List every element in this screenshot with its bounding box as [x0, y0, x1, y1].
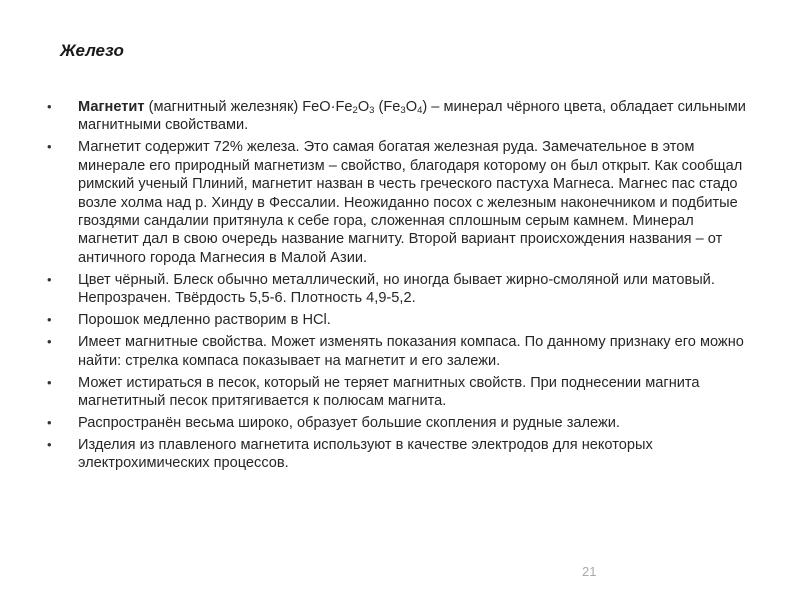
slide-title: Железо: [60, 41, 124, 60]
bullet-list: [78, 98, 758, 476]
formula-subscript: 3: [369, 105, 375, 116]
bullet-item: • Может истираться в песок, который не теряет магнитных свойств. При поднесении магнита магнетитный песок притягивается к полюсам магнита.: [78, 374, 758, 411]
bullet-item: • Изделия из плавленого магнетита используют в качестве электродов для некоторых электрохимических процессов.: [78, 436, 758, 473]
bullet-item: • Распространён весьма широко, образует большие скопления и рудные залежи.: [78, 414, 758, 432]
bullet-item: • Порошок медленно растворим в HCl.: [78, 311, 758, 329]
bullet-item: • Магнетит содержит 72% железа. Это самая богатая железная руда. Замечательное в этом минерале его природный магнетизм – свойство, благодаря которому он был открыт. Как сообщал римский ученый Плиний, магнетит назван в честь греческого пастуха Магнеса. Магнес пас стадо возле холма над р. Хинду в Фессалии. Неожиданно посох с железным наконечником и подбитые гвоздями сандалии притянула к себе гора, сложенная сплошным серым камнем. Минерал магнетит дал в свою очередь название магниту. Второй вариант происхождения названия – от античного города Магнесия в Малой Азии.: [78, 138, 758, 267]
formula-text: O: [405, 99, 418, 115]
bullet-item-magnetite: [78, 98, 758, 135]
bullet-item: • Цвет чёрный. Блеск обычно металлический, но иногда бывает жирно-смоляной или матовый. Непрозрачен. Твёрдость 5,5-6. Плотность 4,9-5,2.: [78, 271, 758, 308]
formula-subscript: 3: [400, 105, 406, 116]
bullet-item: • Имеет магнитные свойства. Может изменять показания компаса. По данному признаку его можно найти: стрелка компаса показывает на магнетит и его залежи.: [78, 333, 758, 370]
formula-subscript: 2: [352, 105, 358, 116]
bullet-text: ) – минерал чёрного цвета, обладает сильными магнитными свойствами.: [78, 99, 746, 134]
term-magnetite: Магнетит: [78, 99, 145, 115]
page-number: 21: [582, 564, 597, 579]
formula-text: O: [357, 99, 370, 115]
formula-text: (Fe: [374, 99, 401, 115]
formula-text: (магнитный железняк) FeO·Fe: [144, 99, 353, 115]
formula-subscript: 4: [417, 105, 423, 116]
